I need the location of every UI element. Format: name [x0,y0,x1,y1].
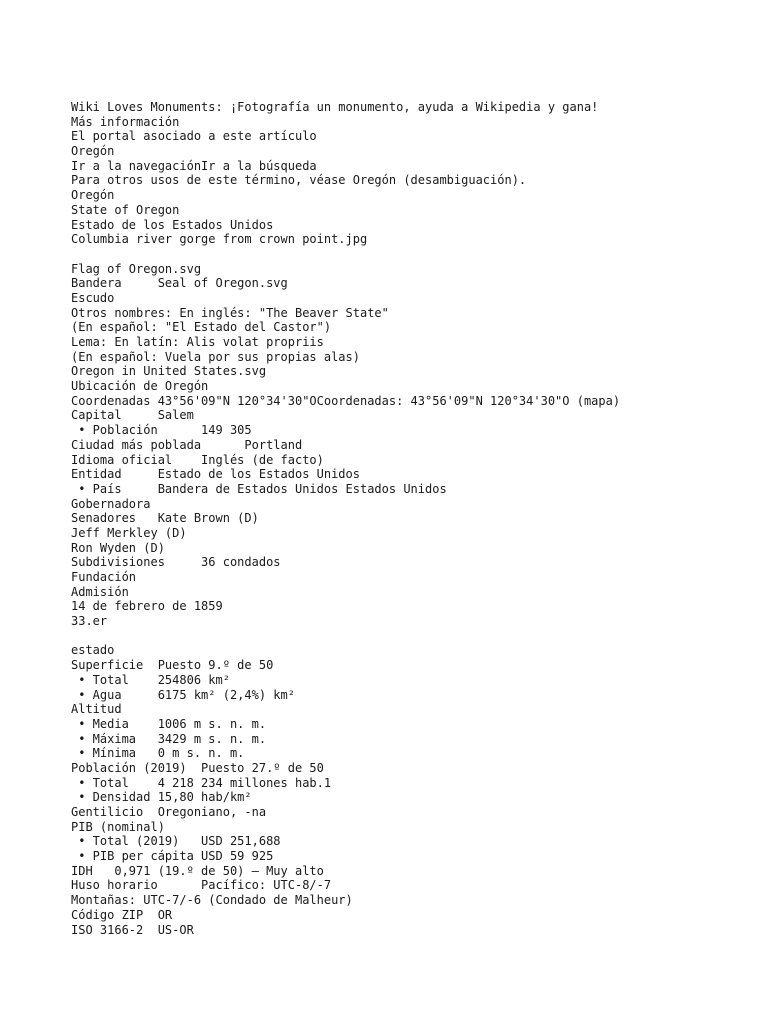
text-line: Columbia river gorge from crown point.jpg [71,232,368,247]
text-line: 14 de febrero de 1859 [71,599,223,614]
text-line: Jeff Merkley (D) [71,525,187,540]
text-line: 33.er [71,614,108,629]
text-line: • Agua 6175 km² (2,4%) km² [71,687,295,702]
text-line: Escudo [71,290,115,305]
text-line: Fundación [71,570,137,584]
text-line: (En español: "El Estado del Castor") [71,320,332,335]
text-line: Idioma oficial Inglés (de facto) [71,452,324,467]
text-line: State of Oregon [71,202,180,217]
text-line: Código ZIP OR [71,907,173,922]
text-line: • Media 1006 m s. n. m. [71,716,267,731]
text-line: • Mínima 0 m s. n. m. [71,746,245,761]
blank-line [71,629,751,644]
text-line: Ubicación de Oregón [71,379,209,394]
text-line: ISO 3166-2 US-OR [71,922,194,937]
text-line: • Total (2019) USD 251,688 [71,834,281,849]
text-line: Más información [71,114,180,129]
text-line: Montañas: UTC-7/-6 (Condado de Malheur) [71,893,353,908]
text-line: Coordenadas 43°56'09"N 120°34'30"OCoordenadas: 43°56'09"N 120°34'30"O (mapa) [71,393,621,408]
text-line: Otros nombres: En inglés: "The Beaver State" [71,305,389,320]
text-line: • PIB per cápita USD 59 925 [71,849,274,864]
text-line: Capital Salem [71,408,194,423]
text-line: Oregón [71,188,115,203]
text-line: Población (2019) Puesto 27.º de 50 [71,760,324,775]
text-line: IDH 0,971 (19.º de 50) – Muy alto [71,863,324,878]
text-line: Estado de los Estados Unidos [71,217,274,232]
text-line: (En español: Vuela por sus propias alas) [71,349,360,364]
text-line: Oregón [71,144,115,159]
text-line: • Máxima 3429 m s. n. m. [71,731,267,746]
text-line: Senadores Kate Brown (D) [71,511,259,526]
text-line: Gentilicio Oregoniano, -na [71,805,267,819]
text-line: Admisión [71,584,129,599]
text-line: • Densidad 15,80 hab/km² [71,790,252,805]
text-line: Ir a la navegaciónIr a la búsqueda [71,158,317,173]
text-line: PIB (nominal) [71,819,165,834]
text-line: • Total 254806 km² [71,672,230,687]
blank-line [71,247,751,262]
text-line: Ron Wyden (D) [71,540,165,555]
text-line: Para otros usos de este término, véase Oregón (desambiguación). [71,173,527,188]
text-line: Flag of Oregon.svg [71,261,202,276]
text-line: Huso horario Pacífico: UTC-8/-7 [71,878,332,893]
document-body [71,100,751,937]
text-line: Bandera Seal of Oregon.svg [71,276,288,291]
text-line: El portal asociado a este artículo [71,129,317,144]
text-line: Lema: En latín: Alis volat propriis [71,335,324,349]
text-line: Entidad Estado de los Estados Unidos [71,467,360,482]
text-line: Subdivisiones 36 condados [71,555,281,570]
text-line: Superficie Puesto 9.º de 50 [71,658,274,673]
text-line: • Total 4 218 234 millones hab.1 [71,775,332,790]
text-line: • Población 149 305 [71,423,252,438]
text-line: Wiki Loves Monuments: ¡Fotografía un monumento, ayuda a Wikipedia y gana! [71,100,599,114]
text-line: Altitud [71,702,122,717]
text-line: Oregon in United States.svg [71,364,267,379]
text-line: • País Bandera de Estados Unidos Estados Unidos [71,481,447,496]
text-line: Ciudad más poblada Portland [71,437,303,452]
text-line: Gobernadora [71,496,151,511]
text-line: estado [71,643,115,658]
